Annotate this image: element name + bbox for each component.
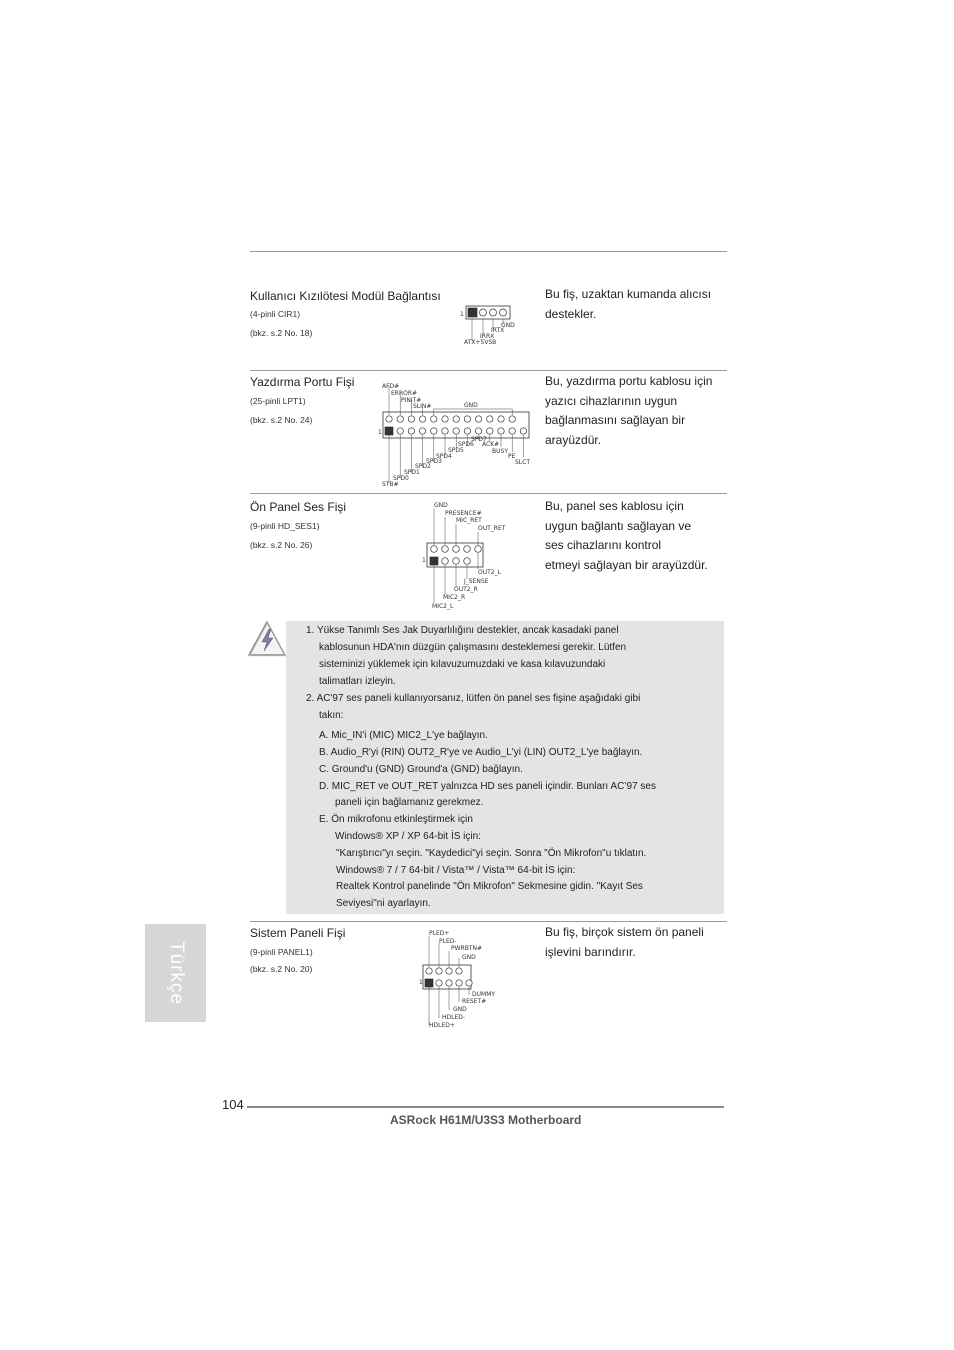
lpt-pin <box>431 416 437 422</box>
note-line: Windows® XP / XP 64-bit İS için: <box>335 831 481 842</box>
note-line: E. Ön mikrofonu etkinleştirmek için <box>319 814 473 825</box>
note-line: 1. Yükse Tanımlı Ses Jak Duyarlılığını destekler, ancak kasadaki panel <box>306 625 619 636</box>
panel-pin <box>436 980 442 986</box>
panel-pins: (9-pinli PANEL1) <box>250 947 313 957</box>
hdaudio-label-mic2l: MIC2_L <box>432 603 454 610</box>
lpt-label-spd2: SPD2 <box>415 463 431 470</box>
lpt-pin <box>487 416 493 422</box>
lpt-pin1-label: 1 <box>378 429 382 436</box>
note-line: C. Ground'u (GND) Ground'a (GND) bağlayın. <box>319 764 523 775</box>
panel-desc-line: Bu fiş, birçok sistem ön paneli <box>545 925 704 939</box>
cir-pin1-label: 1 <box>460 311 464 318</box>
panel-pin <box>456 968 462 974</box>
lpt-pin <box>509 428 515 434</box>
note-line: Seviyesi"ni ayarlayın. <box>336 898 431 909</box>
lpt-label-spd4: SPD4 <box>436 453 452 460</box>
hdaudio-label-out2l: OUT2_L <box>478 569 501 576</box>
lpt-pin <box>475 428 481 434</box>
note-line: paneli için bağlamanız gerekmez. <box>335 797 484 808</box>
panel-label-pwrbtn: PWRBTN# <box>451 945 483 952</box>
panel-pin <box>446 980 452 986</box>
panel-desc-line: işlevini barındırır. <box>545 944 636 959</box>
hdaudio-ref: (bkz. s.2 No. 26) <box>250 540 313 550</box>
lpt-label-spd6: SPD6 <box>458 441 474 448</box>
page-number: 104 <box>222 1097 244 1112</box>
hdaudio-pin <box>464 546 471 553</box>
lpt-pin <box>431 428 437 434</box>
lpt-label-pinit: PINIT# <box>401 397 422 404</box>
lpt-label-spd5: SPD5 <box>448 447 464 454</box>
lpt-label-gnd: GND <box>464 402 478 409</box>
language-side-tab-label: Türkçe <box>165 940 187 1006</box>
note-line: B. Audio_R'yi (RIN) OUT2_R'ye ve Audio_L'yi (LIN) OUT2_L'ye bağlayın. <box>319 747 643 758</box>
cir-pin <box>490 309 497 316</box>
footer-model: ASRock H61M/U3S3 Motherboard <box>390 1113 582 1127</box>
hdaudio-pin <box>464 558 471 565</box>
panel-pin <box>446 968 452 974</box>
hdaudio-pin <box>475 546 482 553</box>
cir-label-irrx: IRRX <box>480 333 495 340</box>
language-side-tab <box>145 924 206 1022</box>
note-line: talimatları izleyin. <box>319 676 396 687</box>
panel-description <box>545 923 704 962</box>
note-line: Realtek Kontrol panelinde "Ön Mikrofon" Sekmesine gidin. "Kayıt Ses <box>336 881 643 892</box>
note-divider <box>250 921 727 922</box>
lpt-pins: (25-pinli LPT1) <box>250 396 306 406</box>
panel-label-pledplus: PLED+ <box>429 930 450 937</box>
panel-ref: (bkz. s.2 No. 20) <box>250 964 313 974</box>
panel-title: Sistem Paneli Fişi <box>250 926 346 940</box>
panel-pin <box>466 980 472 986</box>
lpt-desc-line: bağlanmasını sağlayan bir <box>545 413 686 427</box>
panel-label-hdledplus: HDLED+ <box>429 1022 455 1029</box>
cir-desc-line: Bu fiş, uzaktan kumanda alıcısı <box>545 287 712 301</box>
hdaudio-label-out2r: OUT2_R <box>454 586 478 593</box>
hdaudio-label-outret: OUT_RET <box>478 525 506 532</box>
lpt-label-error: ERROR# <box>391 390 418 397</box>
hdaudio-pin1-label: 1 <box>422 557 426 564</box>
lpt-label-busy: BUSY <box>492 448 508 455</box>
lpt-pin <box>386 416 392 422</box>
lpt-title: Yazdırma Portu Fişi <box>250 375 355 389</box>
panel-pin1-label: 1 <box>419 979 423 986</box>
cir-label-gnd: GND <box>501 322 515 329</box>
cir-desc-line: destekler. <box>545 306 597 321</box>
panel-label-dummy: DUMMY <box>472 991 496 998</box>
note-line: "Karıştırıcı"yı seçin. "Kaydedici"yi seçin. Sonra "Ön Mikrofon"u tıklatın. <box>336 848 647 859</box>
lpt-connector-diagram <box>376 378 536 490</box>
note-line: A. Mic_IN'i (MIC) MIC2_L'ye bağlayın. <box>319 730 488 741</box>
lpt-divider <box>250 493 727 494</box>
hdaudio-pin <box>453 546 460 553</box>
hdaudio-label-gnd: GND <box>434 502 448 509</box>
lpt-label-spd7: SPD7 <box>471 436 487 443</box>
lpt-label-spd1: SPD1 <box>404 469 420 476</box>
lpt-label-afd: AFD# <box>382 383 400 390</box>
lpt-desc-line: arayüzdür. <box>545 432 602 447</box>
panel-label-pledminus: PLED- <box>439 938 457 945</box>
top-divider <box>250 251 727 252</box>
cir-pin <box>500 309 507 316</box>
hdaudio-description <box>545 497 708 575</box>
panel-connector-diagram <box>417 925 505 1031</box>
lpt-pin <box>498 428 504 434</box>
hdaudio-pin <box>431 546 438 553</box>
panel-label-gnd2: GND <box>453 1006 467 1013</box>
lpt-description <box>545 372 712 450</box>
hdaudio-title: Ön Panel Ses Fişi <box>250 500 347 514</box>
panel-pin <box>425 979 433 987</box>
lpt-label-stb: STB# <box>382 481 399 488</box>
cir-connector-diagram <box>455 303 535 349</box>
lpt-pin <box>397 416 403 422</box>
panel-pin <box>426 968 432 974</box>
lpt-label-ack: ACK# <box>482 441 500 448</box>
cir-pins: (4-pinli CIR1) <box>250 309 301 319</box>
lpt-label-slin: SLIN# <box>413 403 432 410</box>
panel-label-reset: RESET# <box>462 998 487 1005</box>
lpt-label-spd3: SPD3 <box>426 458 442 465</box>
lpt-label-slct: SLCT <box>515 459 531 466</box>
hdaudio-label-mic2r: MIC2_R <box>443 594 466 601</box>
hdaudio-desc-line: uygun bağlantı sağlayan ve <box>545 518 692 533</box>
lpt-desc-line: Bu, yazdırma portu kablosu için <box>545 374 713 388</box>
lpt-pin <box>464 428 470 434</box>
lpt-label-spd0: SPD0 <box>393 475 409 482</box>
lpt-label-pe: PE <box>508 453 516 460</box>
lpt-ref: (bkz. s.2 No. 24) <box>250 415 313 425</box>
hdaudio-pin <box>442 546 449 553</box>
lpt-pin <box>442 428 448 434</box>
note-line: kablosunun HDA'nın düzgün çalışmasını desteklemesi gerekir. Lütfen <box>319 642 627 653</box>
note-line: Windows® 7 / 7 64-bit / Vista™ / Vista™ 64-bit İS için: <box>336 865 576 876</box>
cir-ref: (bkz. s.2 No. 18) <box>250 328 313 338</box>
hdaudio-pin <box>442 558 449 565</box>
cir-pin <box>480 309 487 316</box>
cir-divider <box>250 370 727 371</box>
lpt-pin <box>419 416 425 422</box>
cir-label-atx5vsb: ATX+5VSB <box>464 339 497 346</box>
cir-pin <box>468 308 477 317</box>
hdaudio-desc-line: ses cihazlarını kontrol <box>545 538 662 552</box>
lpt-pin <box>397 428 403 434</box>
lpt-pin <box>442 416 448 422</box>
hdaudio-pin <box>430 557 438 565</box>
lpt-pin <box>385 427 393 435</box>
cir-description <box>545 285 711 324</box>
hdaudio-label-micret: MIC_RET <box>456 517 482 524</box>
lpt-pin <box>475 416 481 422</box>
hdaudio-label-presence: PRESENCE# <box>445 510 482 517</box>
lpt-desc-line: yazıcı cihazlarının uygun <box>545 393 678 408</box>
hdaudio-pins: (9-pinli HD_SES1) <box>250 521 320 531</box>
panel-pin <box>436 968 442 974</box>
cir-label-irtx: IRTX <box>491 327 505 334</box>
lpt-pin <box>408 416 414 422</box>
lpt-pin <box>498 416 504 422</box>
panel-label-hdledminus: HDLED- <box>442 1014 466 1021</box>
warning-icon <box>246 619 288 659</box>
panel-label-gnd1: GND <box>462 954 476 961</box>
lpt-pin <box>520 428 526 434</box>
panel-pin <box>456 980 462 986</box>
hdaudio-desc-line: etmeyi sağlayan bir arayüzdür. <box>545 557 708 572</box>
hdaudio-label-jsense: J_SENSE <box>464 578 489 585</box>
note-line: takın: <box>319 710 344 721</box>
note-line: sisteminizi yüklemek için kılavuzumuzdaki ve kasa kılavuzundaki <box>319 659 606 670</box>
lpt-pin <box>487 428 493 434</box>
footer-rule <box>247 1106 724 1108</box>
lpt-pin <box>509 416 515 422</box>
hdaudio-desc-line: Bu, panel ses kablosu için <box>545 499 684 513</box>
lpt-pin <box>464 416 470 422</box>
note-line: D. MIC_RET ve OUT_RET yalnızca HD ses paneli içindir. Bunları AC’97 ses <box>319 781 656 792</box>
lpt-pin <box>408 428 414 434</box>
cir-title: Kullanıcı Kızılötesi Modül Bağlantısı <box>250 289 441 303</box>
lpt-pin <box>419 428 425 434</box>
hdaudio-pin <box>453 558 460 565</box>
note-line: 2. AC'97 ses paneli kullanıyorsanız, lütfen ön panel ses fişine aşağıdaki gibi <box>306 693 641 704</box>
hdaudio-connector-diagram <box>420 499 520 612</box>
lpt-pin <box>453 428 459 434</box>
lpt-pin <box>453 416 459 422</box>
